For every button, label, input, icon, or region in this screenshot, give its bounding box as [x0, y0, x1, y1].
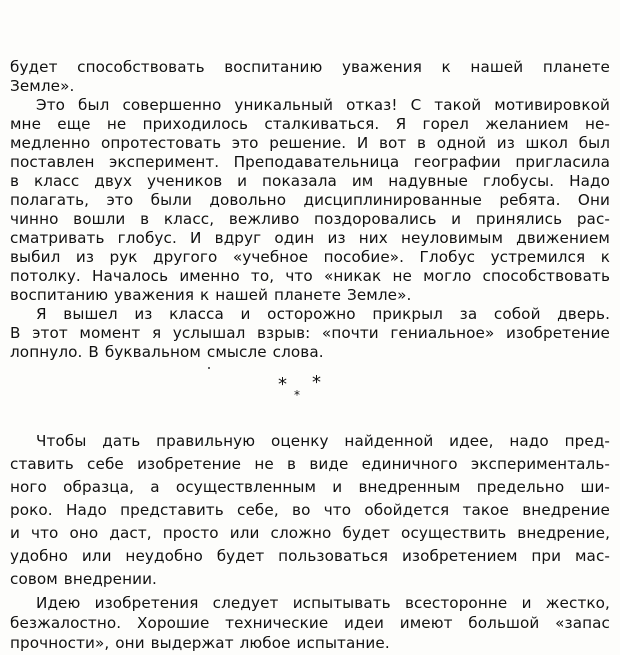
text-line: потолку. Началось именно то, что «никак не могло способствовать [10, 267, 610, 285]
text-line: лопнуло. В буквальном смысле слова. [10, 343, 324, 361]
text-line: медленно опротестовать это решение. И вот в одной из школ был [10, 134, 610, 152]
section-separator: * * * [278, 372, 321, 402]
text-line: Земле». [10, 77, 75, 95]
text-line: удобно или неудобно будет пользоваться изобретением при мас- [10, 547, 610, 565]
text-line: мне еще не приходилось сталкиваться. Я горел желанием не- [10, 115, 610, 133]
text-line: сматривать глобус. И вдруг один из них неуловимым движением [10, 229, 610, 247]
print-speck [208, 367, 210, 369]
text-line: роко. Надо представить себе, во что обойдется такое внедрение [10, 501, 610, 519]
text-line: и что оно даст, просто или сложно будет осуществить внедрение, [10, 524, 610, 542]
text-line: в класс двух учеников и показала им надувные глобусы. Надо [10, 172, 610, 190]
text-line: ного образца, а осуществленным и внедренным предельно ши- [10, 478, 610, 496]
text-line: Идею изобретения следует испытывать всесторонне и жестко, [36, 594, 610, 612]
text-line: совом внедрении. [10, 570, 157, 588]
text-line: Чтобы дать правильную оценку найденной идее, надо пред- [36, 432, 610, 450]
text-line: Я вышел из класса и осторожно прикрыл за собой дверь. [36, 305, 610, 323]
text-line: чинно вошли в класс, вежливо поздоровались и принялись рас- [10, 210, 610, 228]
text-line: безжалостно. Хорошие технические идеи имеют большой «запас [10, 614, 610, 632]
text-line: Это был совершенно уникальный отказ! С такой мотивировкой [36, 96, 610, 114]
text-line: прочности», они выдержат любое испытание. [10, 634, 390, 652]
text-line: ставить себе изобретение не в виде единичного эксперименталь- [10, 455, 610, 473]
text-line: полагать, это были довольно дисциплинированные ребята. Они [10, 191, 610, 209]
text-line: поставлен эксперимент. Преподавательница географии пригласила [10, 153, 610, 171]
text-line: будет способствовать воспитанию уважения к нашей планете [10, 58, 610, 76]
text-line: В этот момент я услышал взрыв: «почти гениальное» изобретение [10, 324, 610, 342]
text-line: выбил из рук другого «учебное пособие». Глобус устремился к [10, 248, 610, 266]
text-line: воспитанию уважения к нашей планете Земле». [10, 286, 412, 304]
